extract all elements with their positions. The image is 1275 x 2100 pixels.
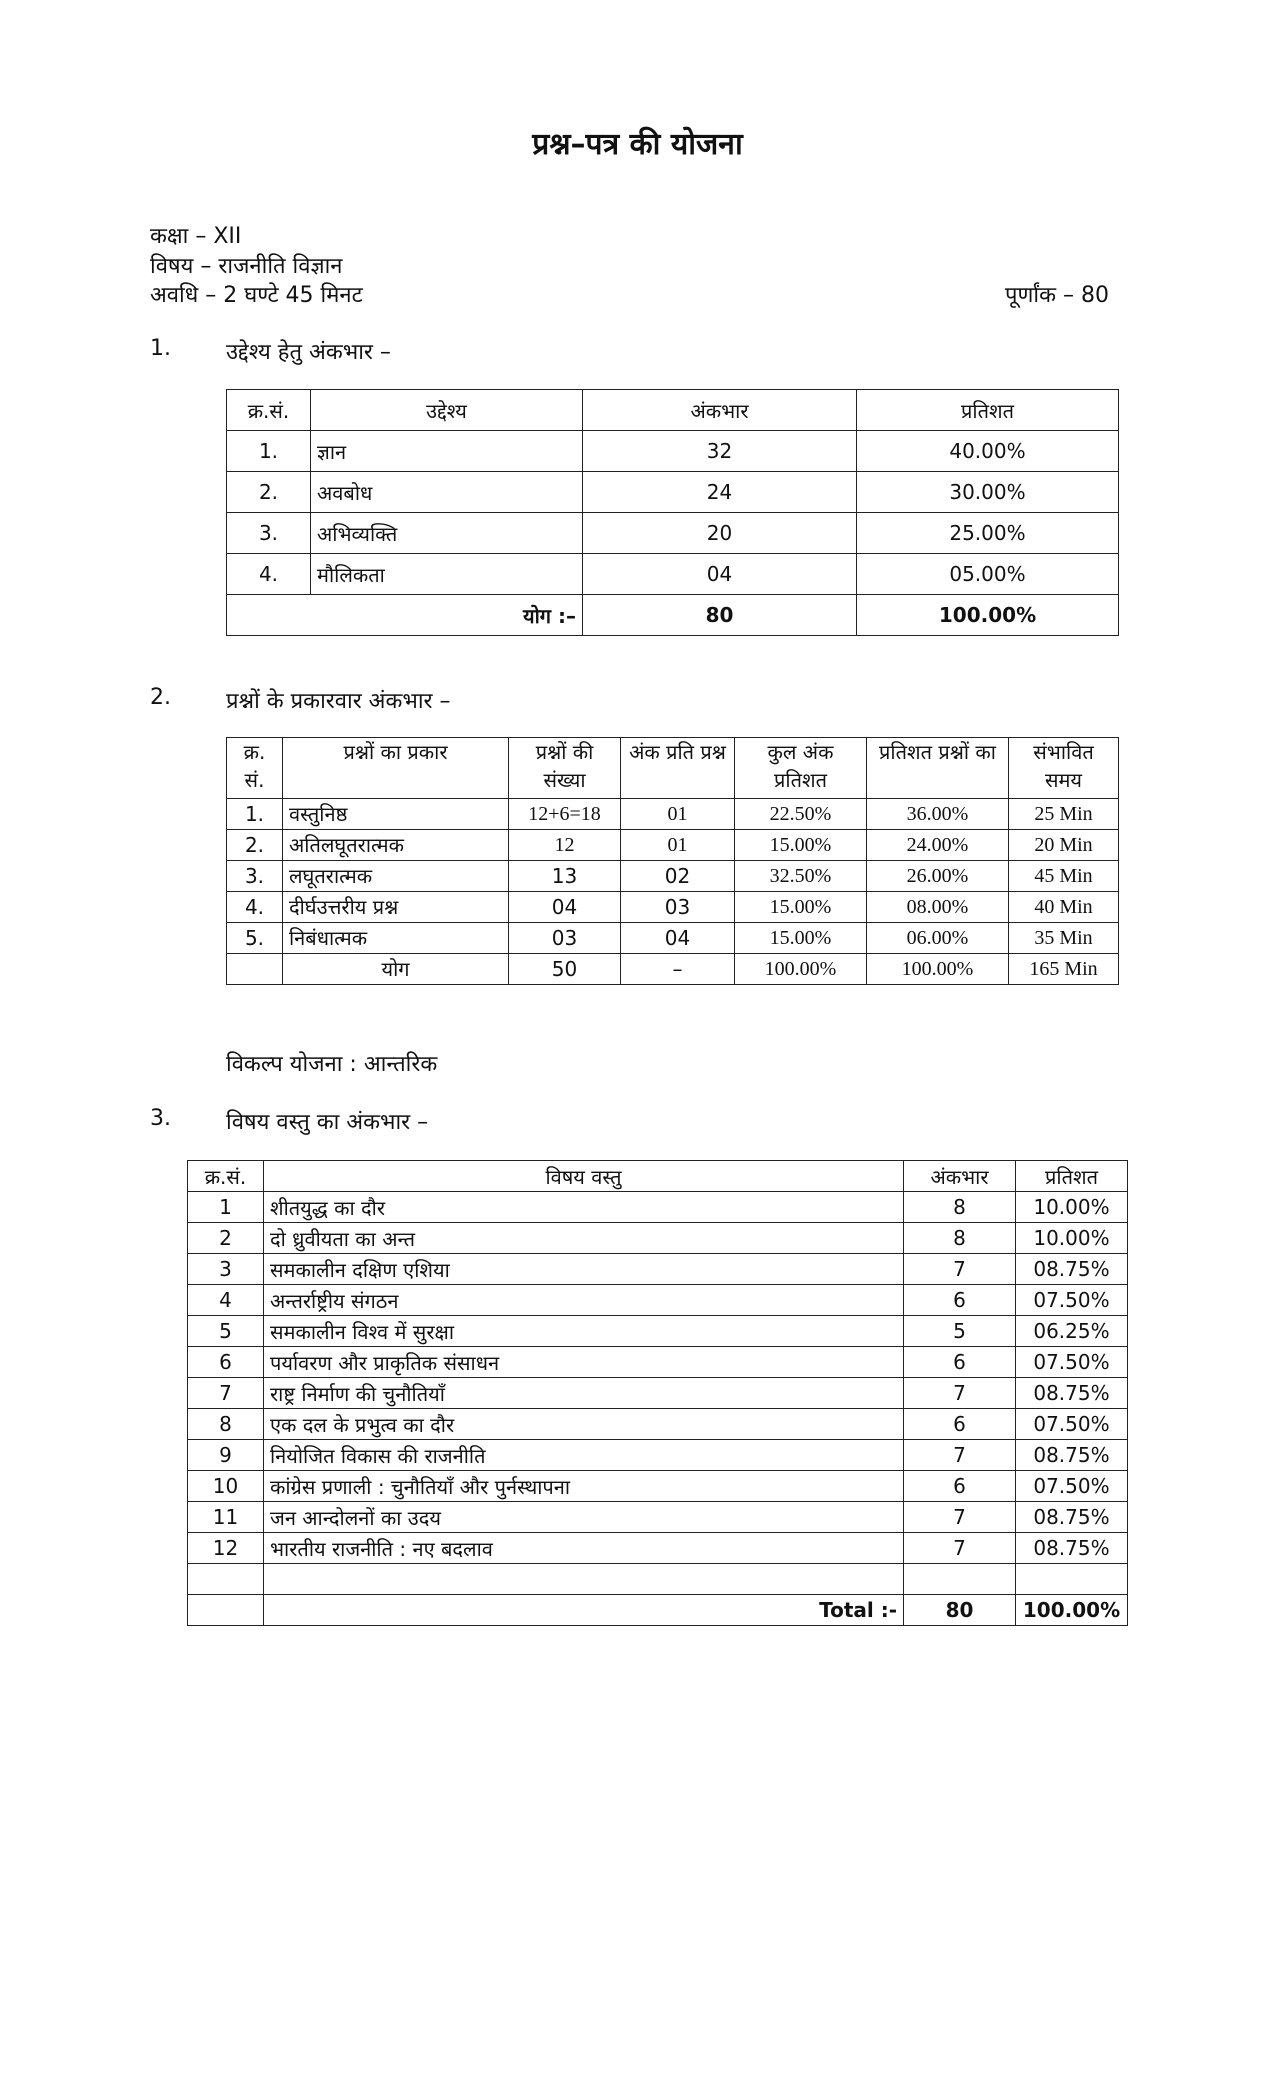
percent-cell: 07.50% (1016, 1285, 1128, 1316)
percent-cell: 40.00% (857, 431, 1119, 472)
table-row (227, 923, 1119, 954)
topic-cell: दो ध्रुवीयता का अन्त (264, 1223, 904, 1254)
question-type-cell: निबंधात्मक (283, 923, 509, 954)
question-count-cell: 12+6=18 (509, 799, 621, 830)
serial-cell (227, 954, 283, 985)
serial-cell: 2. (227, 472, 311, 513)
topic-cell: जन आन्दोलनों का उदय (264, 1502, 904, 1533)
serial-cell: 2. (227, 830, 283, 861)
table-row (188, 1502, 1128, 1533)
table-header-row (227, 390, 1119, 431)
serial-cell: 4 (188, 1285, 264, 1316)
header-cell: प्रतिशत प्रश्नों का (867, 738, 1009, 799)
table-header-row (227, 738, 1119, 799)
total-time: 165 Min (1009, 954, 1119, 985)
marks-cell: 6 (904, 1471, 1016, 1502)
topic-cell: समकालीन दक्षिण एशिया (264, 1254, 904, 1285)
total-marks-percent: 100.00% (735, 954, 867, 985)
header-cell: प्रश्नों की संख्या (509, 738, 621, 799)
question-count-cell: 13 (509, 861, 621, 892)
percent-cell: 08.75% (1016, 1533, 1128, 1564)
marks-per-question-cell: 04 (621, 923, 735, 954)
time-cell: 35 Min (1009, 923, 1119, 954)
section2-title: प्रश्नों के प्रकारवार अंकभार – (226, 689, 451, 714)
header-cell: क्र. सं. (227, 738, 283, 799)
topic-cell: एक दल के प्रभुत्व का दौर (264, 1409, 904, 1440)
table-row (227, 472, 1119, 513)
full-marks: पूर्णांक – 80 (1005, 283, 1109, 308)
objective-cell: मौलिकता (311, 554, 583, 595)
topic-cell: कांग्रेस प्रणाली : चुनौतियाँ और पुर्नस्थापना (264, 1471, 904, 1502)
table-total-row (227, 595, 1119, 636)
marks-cell: 6 (904, 1347, 1016, 1378)
topic-cell: नियोजित विकास की राजनीति (264, 1440, 904, 1471)
percent-cell: 07.50% (1016, 1347, 1128, 1378)
topic-cell: शीतयुद्ध का दौर (264, 1192, 904, 1223)
percent-cell: 08.75% (1016, 1502, 1128, 1533)
table-row (188, 1533, 1128, 1564)
total-label: योग (283, 954, 509, 985)
question-count-cell: 04 (509, 892, 621, 923)
serial-cell: 6 (188, 1347, 264, 1378)
header-cell: क्र.सं. (188, 1161, 264, 1192)
question-percent-cell: 24.00% (867, 830, 1009, 861)
marks-cell: 8 (904, 1192, 1016, 1223)
percent-cell: 10.00% (1016, 1192, 1128, 1223)
serial-cell: 4. (227, 554, 311, 595)
section1-title: उद्देश्य हेतु अंकभार – (226, 340, 391, 365)
content-weightage-table (187, 1160, 1128, 1626)
table-row (227, 799, 1119, 830)
serial-cell: 3. (227, 861, 283, 892)
objective-cell: ज्ञान (311, 431, 583, 472)
table-row (188, 1347, 1128, 1378)
time-cell: 25 Min (1009, 799, 1119, 830)
section1-number: 1. (150, 336, 171, 361)
serial-cell: 10 (188, 1471, 264, 1502)
marks-percent-cell: 22.50% (735, 799, 867, 830)
total-percent: 100.00% (1016, 1595, 1128, 1626)
serial-cell: 7 (188, 1378, 264, 1409)
time-cell: 40 Min (1009, 892, 1119, 923)
section3-number: 3. (150, 1106, 171, 1131)
total-marks: 80 (904, 1595, 1016, 1626)
marks-per-question-cell: 02 (621, 861, 735, 892)
serial-cell: 11 (188, 1502, 264, 1533)
percent-cell: 08.75% (1016, 1254, 1128, 1285)
total-marks-per-question: – (621, 954, 735, 985)
header-cell: अंक प्रति प्रश्न (621, 738, 735, 799)
total-label: Total :- (264, 1595, 904, 1626)
percent-cell: 10.00% (1016, 1223, 1128, 1254)
marks-cell: 7 (904, 1254, 1016, 1285)
percent-cell: 08.75% (1016, 1378, 1128, 1409)
serial-cell: 1. (227, 431, 311, 472)
marks-cell: 7 (904, 1440, 1016, 1471)
marks-cell: 8 (904, 1223, 1016, 1254)
serial-cell: 9 (188, 1440, 264, 1471)
serial-cell (188, 1595, 264, 1626)
percent-cell: 30.00% (857, 472, 1119, 513)
table-row (188, 1409, 1128, 1440)
total-label: योग :– (227, 595, 583, 636)
marks-cell: 32 (583, 431, 857, 472)
serial-cell: 2 (188, 1223, 264, 1254)
serial-cell: 12 (188, 1533, 264, 1564)
header-cell: विषय वस्तु (264, 1161, 904, 1192)
percent-cell: 08.75% (1016, 1440, 1128, 1471)
section2-number: 2. (150, 685, 171, 710)
serial-cell: 4. (227, 892, 283, 923)
marks-percent-cell: 15.00% (735, 892, 867, 923)
topic-cell: राष्ट्र निर्माण की चुनौतियाँ (264, 1378, 904, 1409)
section3-title: विषय वस्तु का अंकभार – (226, 1110, 429, 1135)
objectives-table (226, 389, 1119, 636)
marks-per-question-cell: 01 (621, 830, 735, 861)
total-marks: 80 (583, 595, 857, 636)
table-row (188, 1285, 1128, 1316)
table-row (188, 1378, 1128, 1409)
question-count-cell: 12 (509, 830, 621, 861)
empty-cell (264, 1564, 904, 1595)
header-cell: कुल अंक प्रतिशत (735, 738, 867, 799)
percent-cell: 25.00% (857, 513, 1119, 554)
time-cell: 20 Min (1009, 830, 1119, 861)
marks-percent-cell: 15.00% (735, 923, 867, 954)
header-cell: क्र.सं. (227, 390, 311, 431)
class-line: कक्षा – XII (150, 224, 242, 249)
percent-cell: 07.50% (1016, 1409, 1128, 1440)
serial-cell: 5 (188, 1316, 264, 1347)
table-empty-row (188, 1564, 1128, 1595)
total-percent: 100.00% (857, 595, 1119, 636)
table-row (227, 431, 1119, 472)
table-row (188, 1192, 1128, 1223)
marks-per-question-cell: 01 (621, 799, 735, 830)
marks-cell: 6 (904, 1285, 1016, 1316)
marks-cell: 04 (583, 554, 857, 595)
marks-per-question-cell: 03 (621, 892, 735, 923)
empty-cell (1016, 1564, 1128, 1595)
question-percent-cell: 08.00% (867, 892, 1009, 923)
percent-cell: 06.25% (1016, 1316, 1128, 1347)
empty-cell (904, 1564, 1016, 1595)
table-row (188, 1316, 1128, 1347)
marks-cell: 7 (904, 1502, 1016, 1533)
duration-line: अवधि – 2 घण्टे 45 मिनट (150, 283, 363, 308)
percent-cell: 07.50% (1016, 1471, 1128, 1502)
question-type-cell: दीर्घउत्तरीय प्रश्न (283, 892, 509, 923)
question-type-table (226, 737, 1119, 985)
serial-cell: 5. (227, 923, 283, 954)
topic-cell: पर्यावरण और प्राकृतिक संसाधन (264, 1347, 904, 1378)
percent-cell: 05.00% (857, 554, 1119, 595)
marks-cell: 7 (904, 1533, 1016, 1564)
table-row (227, 861, 1119, 892)
question-percent-cell: 26.00% (867, 861, 1009, 892)
topic-cell: अन्तर्राष्ट्रीय संगठन (264, 1285, 904, 1316)
header-cell: प्रतिशत (1016, 1161, 1128, 1192)
topic-cell: भारतीय राजनीति : नए बदलाव (264, 1533, 904, 1564)
objective-cell: अभिव्यक्ति (311, 513, 583, 554)
serial-cell: 3 (188, 1254, 264, 1285)
header-cell: अंकभार (904, 1161, 1016, 1192)
serial-cell: 3. (227, 513, 311, 554)
header-cell: संभावित समय (1009, 738, 1119, 799)
topic-cell: समकालीन विश्व में सुरक्षा (264, 1316, 904, 1347)
header-cell: प्रश्नों का प्रकार (283, 738, 509, 799)
marks-cell: 6 (904, 1409, 1016, 1440)
table-row (227, 554, 1119, 595)
table-total-row (188, 1595, 1128, 1626)
total-question-percent: 100.00% (867, 954, 1009, 985)
question-count-cell: 03 (509, 923, 621, 954)
table-row (188, 1440, 1128, 1471)
marks-cell: 24 (583, 472, 857, 513)
empty-cell (188, 1564, 264, 1595)
table-row (227, 830, 1119, 861)
time-cell: 45 Min (1009, 861, 1119, 892)
option-scheme: विकल्प योजना : आन्तरिक (226, 1052, 438, 1077)
question-type-cell: अतिलघूतरात्मक (283, 830, 509, 861)
table-row (188, 1223, 1128, 1254)
marks-cell: 20 (583, 513, 857, 554)
objective-cell: अवबोध (311, 472, 583, 513)
serial-cell: 8 (188, 1409, 264, 1440)
question-percent-cell: 06.00% (867, 923, 1009, 954)
total-question-count: 50 (509, 954, 621, 985)
question-type-cell: वस्तुनिष्ठ (283, 799, 509, 830)
serial-cell: 1. (227, 799, 283, 830)
header-cell: अंकभार (583, 390, 857, 431)
marks-percent-cell: 32.50% (735, 861, 867, 892)
table-total-row (227, 954, 1119, 985)
table-row (227, 892, 1119, 923)
serial-cell: 1 (188, 1192, 264, 1223)
page-title: प्रश्न–पत्र की योजना (532, 127, 743, 162)
question-percent-cell: 36.00% (867, 799, 1009, 830)
marks-percent-cell: 15.00% (735, 830, 867, 861)
table-row (188, 1254, 1128, 1285)
marks-cell: 7 (904, 1378, 1016, 1409)
table-row (227, 513, 1119, 554)
table-header-row (188, 1161, 1128, 1192)
subject-line: विषय – राजनीति विज्ञान (150, 254, 343, 279)
header-cell: उद्देश्य (311, 390, 583, 431)
header-cell: प्रतिशत (857, 390, 1119, 431)
question-type-cell: लघूतरात्मक (283, 861, 509, 892)
marks-cell: 5 (904, 1316, 1016, 1347)
table-row (188, 1471, 1128, 1502)
